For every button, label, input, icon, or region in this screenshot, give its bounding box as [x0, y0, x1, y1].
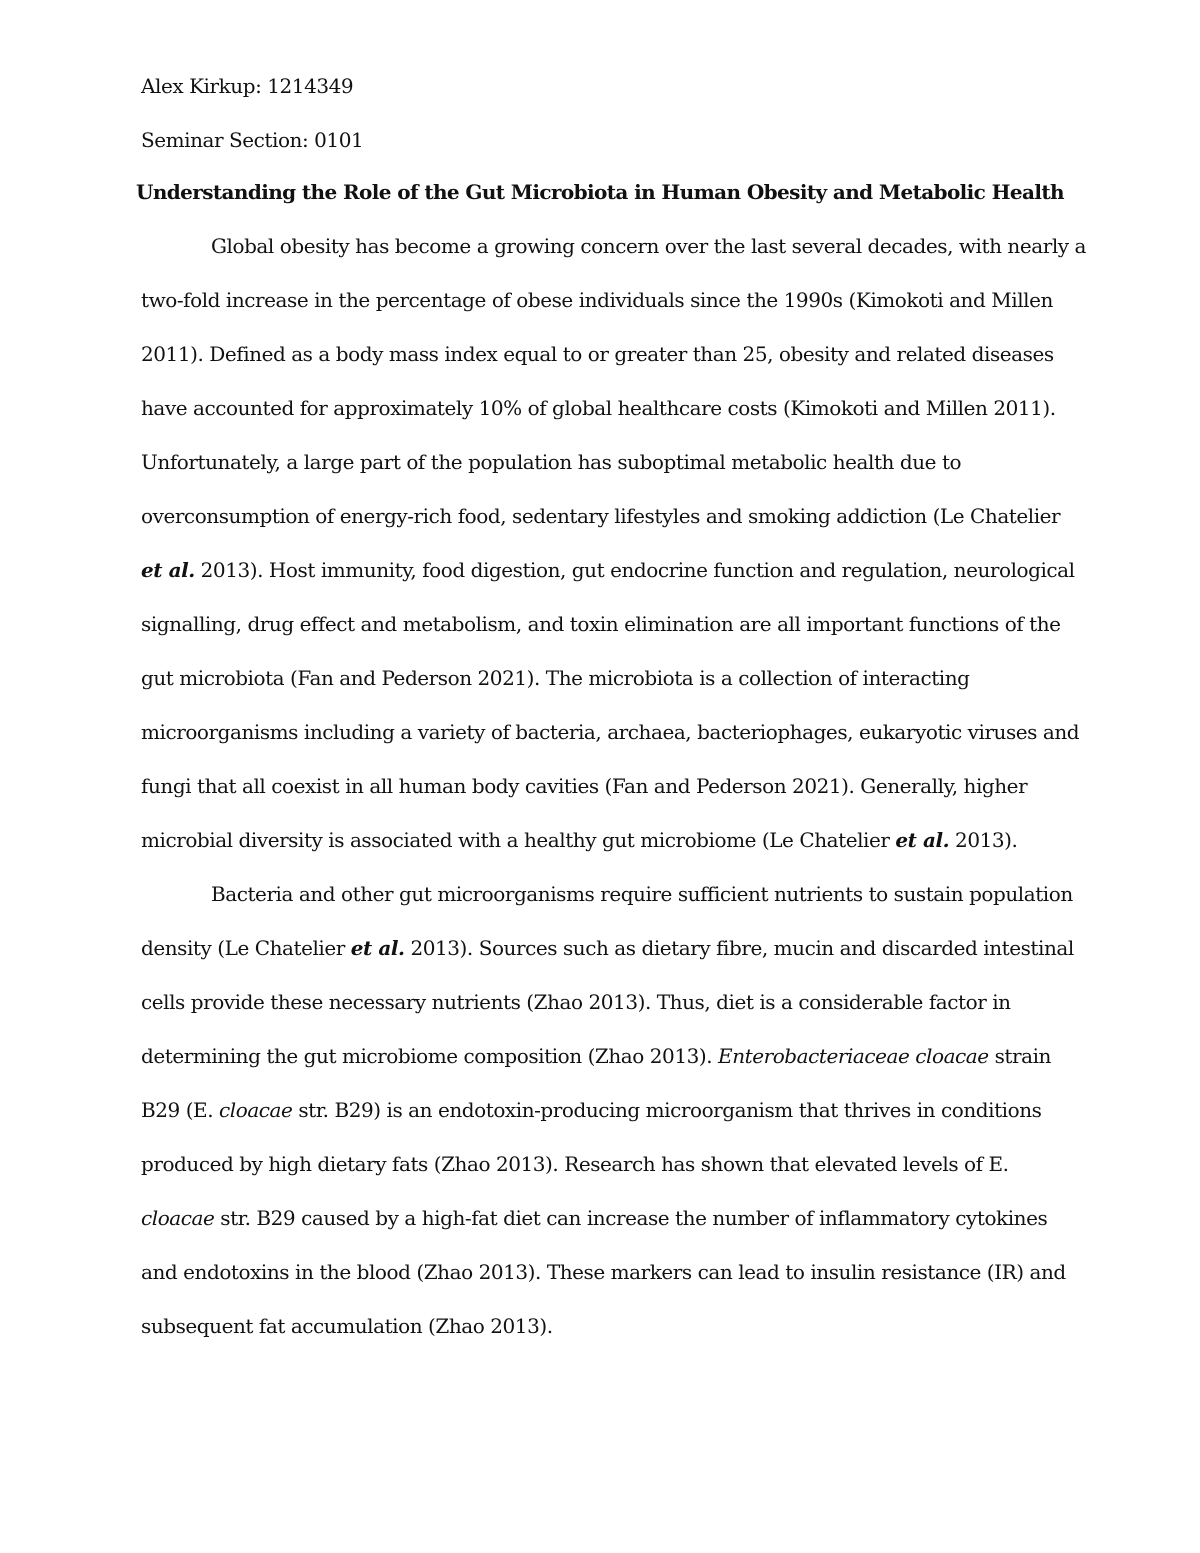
- paragraph-line: Global obesity has become a growing concern over the last several decades, with nearly a: [211, 234, 1086, 258]
- paragraph-line: overconsumption of energy-rich food, sedentary lifestyles and smoking addiction (Le Chatelier: [141, 504, 1061, 528]
- paragraph-line: Unfortunately, a large part of the population has suboptimal metabolic health due to: [141, 450, 962, 474]
- text-run: str. B29) is an endotoxin-producing microorganism that thrives in conditions: [292, 1098, 1042, 1122]
- text-run: microbial diversity is associated with a healthy gut microbiome (Le Chatelier: [141, 828, 896, 852]
- paragraph-line: 2011). Defined as a body mass index equal to or greater than 25, obesity and related diseases: [141, 342, 1054, 366]
- author-line: Alex Kirkup: 1214349: [141, 74, 354, 98]
- italic-citation: et al.: [141, 558, 195, 582]
- text-run: 2013). Host immunity, food digestion, gut endocrine function and regulation, neurological: [194, 558, 1075, 582]
- text-run: 2013).: [949, 828, 1018, 852]
- species-name: cloacae: [141, 1206, 215, 1230]
- paragraph-line: [141, 1098, 1041, 1122]
- italic-citation: et al.: [895, 828, 950, 852]
- paragraph-line: produced by high dietary fats (Zhao 2013). Research has shown that elevated levels of E.: [141, 1152, 1009, 1176]
- paragraph-line: signalling, drug effect and metabolism, and toxin elimination are all important functions of the: [141, 612, 1061, 636]
- paragraph-line: gut microbiota (Fan and Pederson 2021). The microbiota is a collection of interacting: [141, 666, 970, 690]
- paragraph-line: Bacteria and other gut microorganisms require sufficient nutrients to sustain population: [211, 882, 1073, 906]
- paragraph-line: [141, 828, 1017, 852]
- paragraph-line: cells provide these necessary nutrients (Zhao 2013). Thus, diet is a considerable factor in: [141, 990, 1011, 1014]
- text-run: strain: [988, 1044, 1051, 1068]
- paragraph-line: microorganisms including a variety of bacteria, archaea, bacteriophages, eukaryotic viruses and: [141, 720, 1080, 744]
- paragraph-line: and endotoxins in the blood (Zhao 2013). These markers can lead to insulin resistance (IR) and: [141, 1260, 1066, 1284]
- italic-citation: et al.: [350, 936, 405, 960]
- text-run: 2013). Sources such as dietary fibre, mucin and discarded intestinal: [404, 936, 1074, 960]
- seminar-section-line: Seminar Section: 0101: [141, 128, 364, 152]
- paragraph-line: [141, 936, 1074, 960]
- species-name: Enterobacteriaceae cloacae: [718, 1044, 989, 1068]
- paragraph-line: two-fold increase in the percentage of obese individuals since the 1990s (Kimokoti and Millen: [141, 288, 1053, 312]
- text-run: determining the gut microbiome composition (Zhao 2013).: [141, 1044, 719, 1068]
- text-run: B29 (E.: [141, 1098, 220, 1122]
- paragraph-line: have accounted for approximately 10% of global healthcare costs (Kimokoti and Millen 2011).: [141, 396, 1056, 420]
- species-name: cloacae: [219, 1098, 293, 1122]
- paragraph-line: subsequent fat accumulation (Zhao 2013).: [141, 1314, 553, 1338]
- document-title: Understanding the Role of the Gut Microbiota in Human Obesity and Metabolic Health: [136, 180, 1064, 204]
- paragraph-line: [141, 558, 1075, 582]
- text-run: str. B29 caused by a high-fat diet can increase the number of inflammatory cytokines: [214, 1206, 1048, 1230]
- text-run: density (Le Chatelier: [141, 936, 351, 960]
- paragraph-line: [141, 1206, 1047, 1230]
- paragraph-line: fungi that all coexist in all human body cavities (Fan and Pederson 2021). Generally, higher: [141, 774, 1028, 798]
- paragraph-line: [141, 1044, 1051, 1068]
